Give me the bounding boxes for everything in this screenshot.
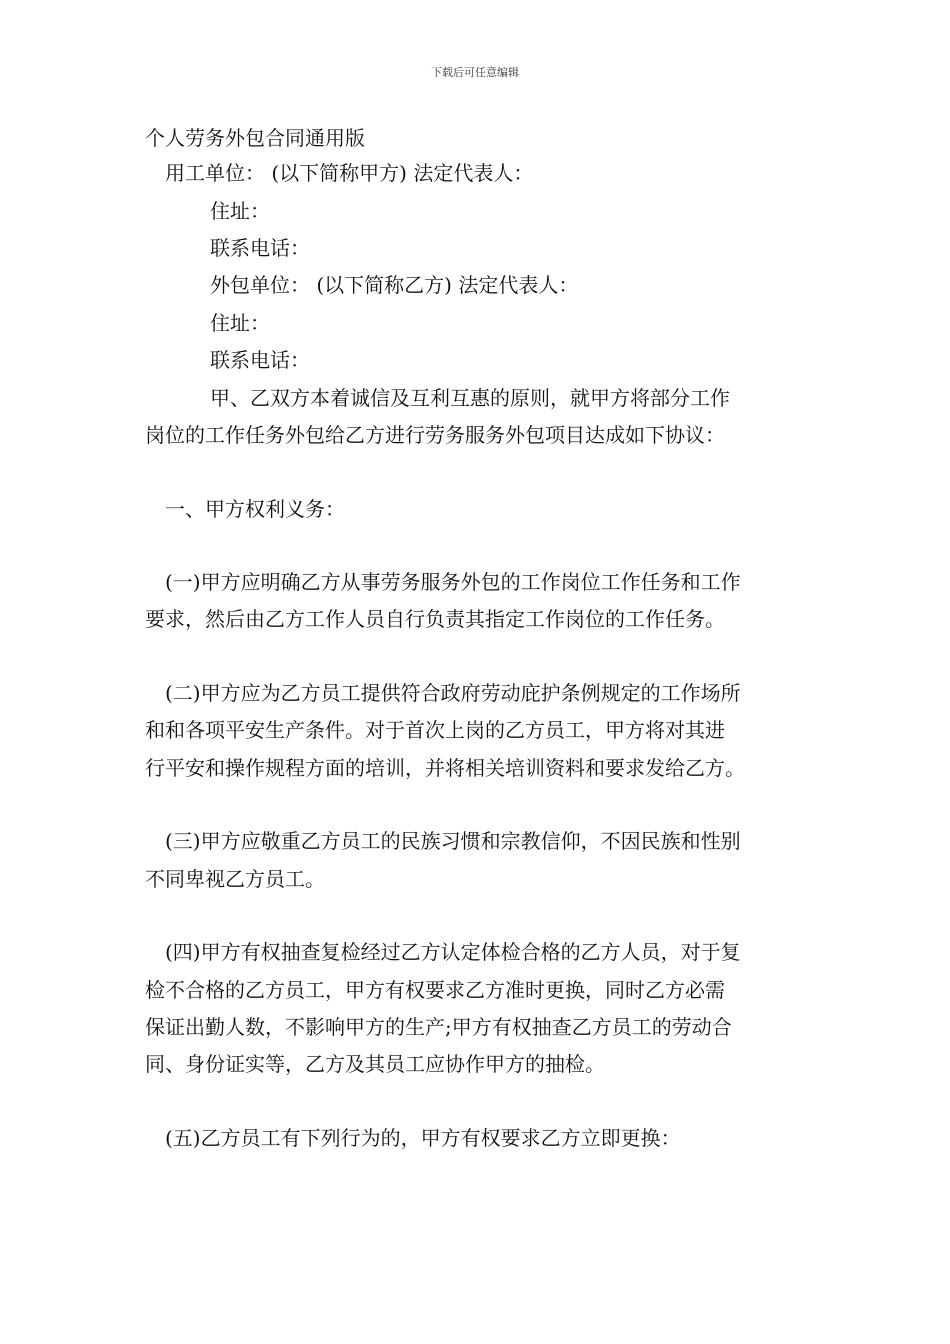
clause-1-line-2: 要求，然后由乙方工作人员自行负责其指定工作岗位的工作任务。 <box>145 607 725 631</box>
preamble-line-2: 岗位的工作任务外包给乙方进行劳务服务外包项目达成如下协议： <box>145 423 725 447</box>
clause-5-line-1: (五)乙方员工有下列行为的，甲方有权要求乙方立即更换： <box>165 1126 681 1150</box>
document-title: 个人劳务外包合同通用版 <box>145 126 365 150</box>
contractor-line: 外包单位： (以下简称乙方) 法定代表人： <box>210 273 579 297</box>
preamble-line-1: 甲、乙双方本着诚信及互利互惠的原则，就甲方将部分工作 <box>210 386 730 410</box>
contractor-address: 住址： <box>210 311 270 335</box>
clause-4-line-1: (四)甲方有权抽查复检经过乙方认定体检合格的乙方人员，对于复 <box>165 940 741 964</box>
clause-4-line-2: 检不合格的乙方员工，甲方有权要求乙方准时更换，同时乙方必需 <box>145 978 725 1002</box>
clause-4-line-4: 同、身份证实等，乙方及其员工应协作甲方的抽检。 <box>145 1052 605 1076</box>
section-heading: 一、甲方权利义务： <box>165 497 345 521</box>
clause-2-line-3: 行平安和操作规程方面的培训，并将相关培训资料和要求发给乙方。 <box>145 756 745 780</box>
clause-3-line-2: 不同卑视乙方员工。 <box>145 867 325 891</box>
clause-2-line-1: (二)甲方应为乙方员工提供符合政府劳动庇护条例规定的工作场所 <box>165 681 741 705</box>
employer-line: 用工单位： (以下简称甲方) 法定代表人： <box>165 161 534 185</box>
clause-4-line-3: 保证出勤人数，不影响甲方的生产;甲方有权抽查乙方员工的劳动合 <box>145 1015 732 1039</box>
employer-phone: 联系电话： <box>210 236 310 260</box>
clause-3-line-1: (三)甲方应敬重乙方员工的民族习惯和宗教信仰，不因民族和性别 <box>165 829 741 853</box>
contractor-phone: 联系电话： <box>210 348 310 372</box>
employer-address: 住址： <box>210 199 270 223</box>
clause-2-line-2: 和和各项平安生产条件。对于首次上岗的乙方员工，甲方将对其进 <box>145 718 725 742</box>
page-header: 下载后可任意编辑 <box>431 66 519 79</box>
clause-1-line-1: (一)甲方应明确乙方从事劳务服务外包的工作岗位工作任务和工作 <box>165 570 741 594</box>
